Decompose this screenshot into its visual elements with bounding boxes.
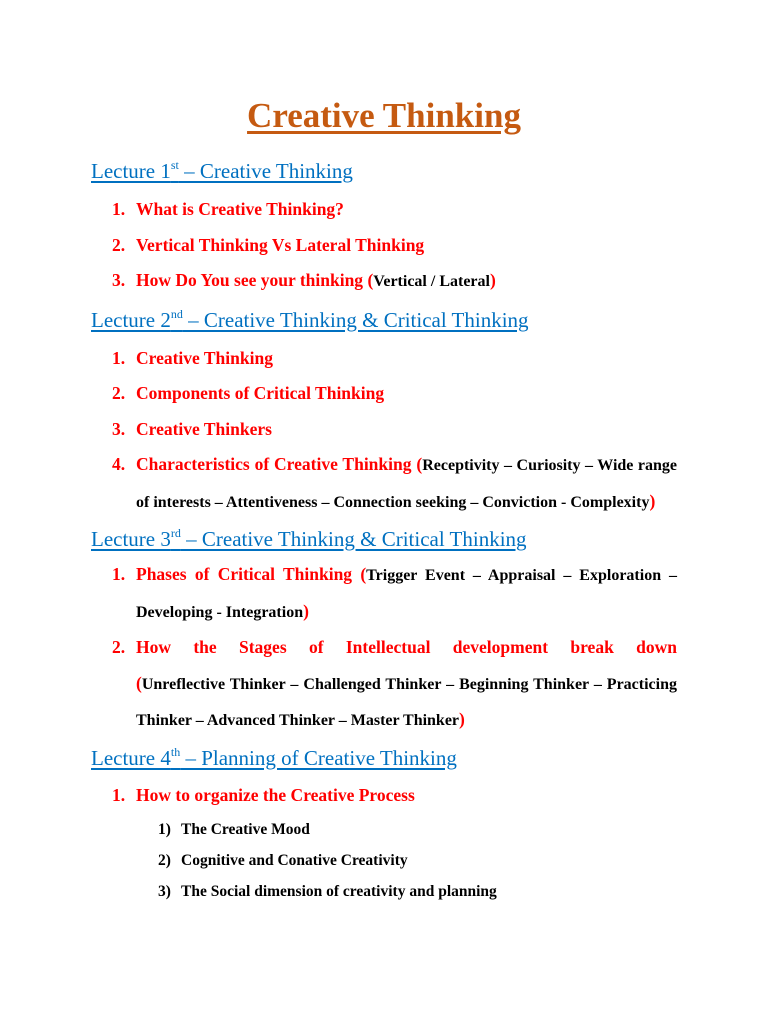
lecture-3-heading <box>91 524 677 554</box>
topic-text: Creative Thinking <box>136 347 273 368</box>
lecture-heading-prefix: Lecture 2 <box>91 307 171 332</box>
open-paren: ( <box>136 672 142 693</box>
topic-detail: Unreflective Thinker – Challenged Thinker – Beginning Thinker – Practicing Thinker – Advanced Thinker – Master Thinker <box>136 675 677 729</box>
topic-number: 2. <box>112 234 126 255</box>
lecture-2-section <box>91 305 677 521</box>
lecture-2-topic-list <box>91 341 677 521</box>
topic-first-line <box>136 630 677 666</box>
topic-number: 4. <box>112 454 126 474</box>
topic-number: 1. <box>112 347 126 368</box>
topic-text: How the Stages of Intellectual development break down <box>136 637 677 657</box>
lecture-1-topic-list <box>91 192 677 300</box>
subtopic-item <box>91 845 677 876</box>
lecture-heading-suffix: – Planning of Creative Thinking <box>180 745 457 770</box>
topic-detail: Receptivity – Curiosity – Wide range of interests – Attentiveness – Connection seeking – Conviction - Complexity <box>136 457 677 511</box>
subtopic-item <box>91 876 677 907</box>
close-paren: ) <box>459 709 465 729</box>
close-paren: ) <box>303 600 309 621</box>
topic-item <box>91 447 677 520</box>
lecture-3-section <box>91 524 677 739</box>
lecture-heading-ordinal: rd <box>170 526 181 540</box>
lecture-3-topic-list <box>91 557 677 739</box>
lecture-heading-prefix: Lecture 4 <box>91 745 171 770</box>
lecture-4-section <box>91 743 677 908</box>
topic-text: Characteristics of Creative Thinking <box>136 454 417 474</box>
lecture-1-section <box>91 156 677 300</box>
subtopic-item <box>91 814 677 845</box>
topic-detail: Trigger Event – Appraisal – Exploration – Developing - Integration <box>136 567 677 621</box>
topic-number: 1. <box>112 199 126 219</box>
lecture-heading-prefix: Lecture 3 <box>91 527 171 551</box>
topic-number: 1. <box>112 564 126 584</box>
lecture-4-topic-list <box>91 778 677 814</box>
creative-process-subtopic-list <box>91 814 677 907</box>
subtopic-number: 2) <box>158 852 171 869</box>
topic-text: How Do You see your thinking <box>136 270 368 290</box>
topic-text: Vertical Thinking Vs Lateral Thinking <box>136 234 425 255</box>
topic-item <box>91 263 677 300</box>
topic-number: 1. <box>112 784 126 805</box>
topic-item <box>91 557 677 630</box>
topic-text: What is Creative Thinking? <box>136 199 344 219</box>
lecture-heading-suffix: – Creative Thinking <box>178 159 353 183</box>
document-title: Creative Thinking <box>247 96 521 135</box>
topic-continuation <box>136 666 677 739</box>
topic-number: 2. <box>112 383 126 403</box>
close-paren: ) <box>489 270 496 290</box>
lecture-1-heading <box>91 156 677 186</box>
close-paren: ) <box>649 490 656 511</box>
subtopic-text: The Creative Mood <box>181 821 310 838</box>
subtopic-text: The Social dimension of creativity and planning <box>181 883 497 900</box>
lecture-heading-suffix: – Creative Thinking & Critical Thinking <box>180 527 527 551</box>
topic-item <box>91 341 677 377</box>
open-paren: ( <box>416 454 423 474</box>
lecture-heading-ordinal: th <box>170 744 181 759</box>
lecture-2-heading <box>91 305 677 335</box>
topic-item <box>91 630 677 739</box>
topic-text: How to organize the Creative Process <box>136 784 415 805</box>
lecture-heading-ordinal: nd <box>170 306 183 321</box>
topic-item <box>91 778 677 814</box>
topic-item <box>91 412 677 448</box>
open-paren: ( <box>360 564 367 584</box>
subtopic-number: 3) <box>158 883 171 900</box>
open-paren: ( <box>367 270 374 290</box>
topic-text: Creative Thinkers <box>136 418 272 439</box>
lecture-4-heading <box>91 743 677 773</box>
subtopic-text: Cognitive and Conative Creativity <box>181 852 408 869</box>
lecture-heading-prefix: Lecture 1 <box>91 159 171 183</box>
topic-text: Components of Critical Thinking <box>136 383 385 403</box>
topic-item <box>91 228 677 264</box>
subtopic-number: 1) <box>158 821 171 838</box>
topic-detail: Vertical / Lateral <box>373 273 490 290</box>
topic-number: 2. <box>112 637 126 657</box>
topic-text: Phases of Critical Thinking <box>136 564 361 584</box>
topic-item <box>91 192 677 228</box>
topic-number: 3. <box>112 418 126 439</box>
lecture-heading-ordinal: st <box>170 158 179 172</box>
topic-number: 3. <box>112 270 126 290</box>
topic-item <box>91 376 677 412</box>
lecture-heading-suffix: – Creative Thinking & Critical Thinking <box>182 307 529 332</box>
